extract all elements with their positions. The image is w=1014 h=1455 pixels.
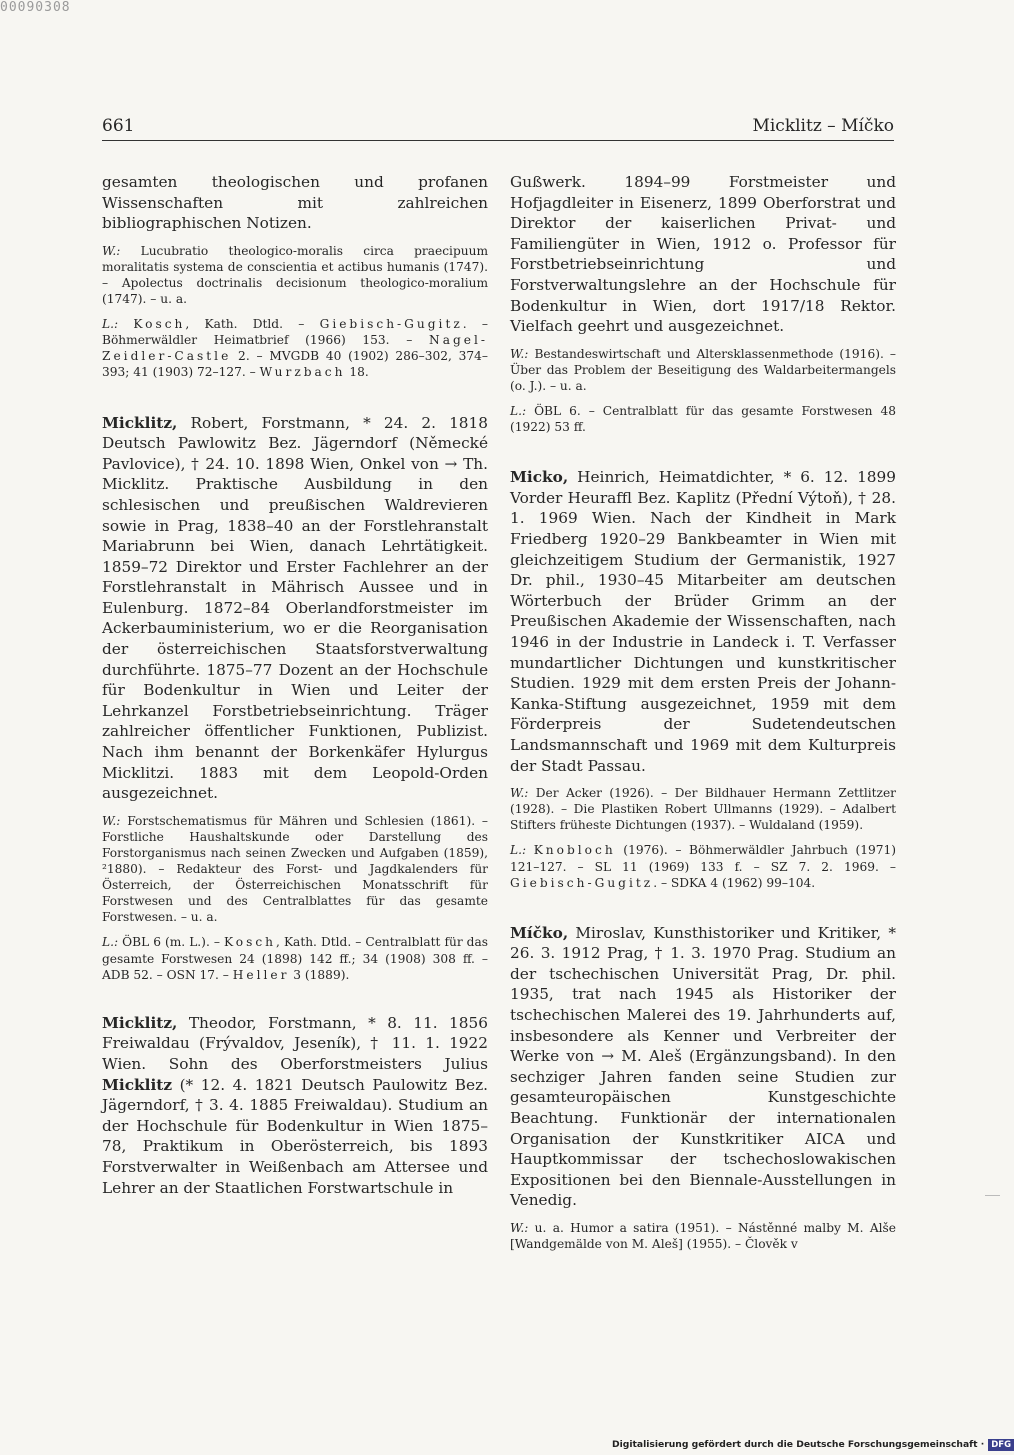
entry-lemma: Micko,: [510, 468, 569, 487]
entry-micklitz-robert: [102, 413, 488, 983]
right-column: [510, 172, 896, 1252]
works-text: Forstschematismus für Mähren und Schlesien (1861). – Forstliche Haushaltskunde oder Darstellung des Forstorganismus nach seinen Zwecken und Aufgaben (1859), ²1880). – Redakteur des Forst- und Jagdkalenders für Österreich, der Österreichischen Monatsschrift für Forstwesen und des Centralblattes für das gesamte Forstwesen. – u. a.: [102, 813, 488, 925]
entry-continuation: [102, 172, 488, 381]
author-giebisch-gugitz: Giebisch-Gugitz: [510, 875, 654, 890]
dfg-logo: DFG: [988, 1439, 1014, 1451]
entry-body: [510, 923, 896, 1211]
inline-lemma: Micklitz: [102, 1075, 173, 1094]
author-heller: Heller: [232, 967, 290, 982]
entry-micklitz-theodor: [102, 1013, 488, 1198]
works-list: [102, 813, 488, 926]
works-text: Lucubratio theologico-moralis circa praecipuum moralitatis systema de conscientia et actibus humanis (1747). – Apolectus doctrinalis decisionum theologico-moralium (1747). – u. a.: [102, 243, 488, 307]
literature-label: L.:: [510, 843, 527, 858]
literature-text: . – Böhmerwäldler Heimatbrief (1966) 153. –: [102, 317, 488, 348]
works-text: Bestandeswirtschaft und Altersklassenmethode (1916). – Über das Problem der Beseitigung des Waldarbeitermangels (o. J.). – u. a.: [510, 346, 896, 393]
literature-text: 2. – MVGDB 40 (1902) 286–302, 374–393; 41 (1903) 72–127. –: [102, 349, 488, 380]
entry-text: Heinrich, Heimatdichter, * 6. 12. 1899 Vorder Heuraffl Bez. Kaplitz (Přední Výtoň), † 28. 1. 1969 Wien. Nach der Kindheit in Mark Friedberg 1920–29 Bankbeamter in Wien mit gleichzeitigem Studium der Germanistik, 1927 Dr. phil., 1930–45 Mitarbeiter am deutschen Wörterbuch der Brüder Grimm an der Preußischen Akademie der Wissenschaften, nach 1946 in der Industrie in Landeck i. T. Verfasser mundartlicher Dichtungen und kunstkritischer Studien. 1929 mit dem ersten Preis der Johann-Kanka-Stiftung ausgezeichnet, 1959 mit dem Förderpreis der Sudetendeutschen Landsmannschaft und 1969 mit dem Kulturpreis der Stadt Passau.: [510, 468, 896, 775]
author-kosch: Kosch: [133, 317, 186, 332]
literature-list: [510, 842, 896, 890]
page-header: [102, 116, 894, 138]
works-text: u. a. Humor a satira (1951). – Nástěnné malby M. Alše [Wandgemälde von M. Aleš] (1955). – Člověk v: [510, 1221, 896, 1252]
author-wurzbach: Wurzbach: [259, 365, 346, 380]
literature-text: ÖBL 6. – Centralblatt für das gesamte Forstwesen 48 (1922) 53 ff.: [510, 404, 896, 435]
entry-text: (* 12. 4. 1821 Deutsch Paulowitz Bez. Jägerndorf, † 3. 4. 1885 Freiwaldau). Studium an der Hochschule für Bodenkultur in Wien 1875–78, Praktikum in Oberösterreich, bis 1893 Forstverwalter in Weißenbach am Attersee und Lehrer an der Staatlichen Forstwartschule in: [102, 1075, 488, 1197]
literature-label: L.:: [510, 404, 527, 419]
entry-text: Miroslav, Kunsthistoriker und Kritiker, * 26. 3. 1912 Prag, † 1. 3. 1970 Prag. Studium an der tschechischen Universität Prag, Dr. phil. 1935, trat nach 1945 als Historiker der tschechischen Malerei des 19. Jahrhunderts auf, insbesondere als Kenner und Verbreiter der Werke von → M. Aleš (Ergänzungsband). In den sechziger Jahren fanden seine Studien zur gesamteuropäischen Kunstgeschichte Beachtung. Funktionär der internationalen Organisation der Kunstkritiker AICA und Hauptkommissar der tschechoslowakischen Expositionen bei den Biennale-Ausstellungen in Venedig.: [510, 923, 896, 1210]
entry-lemma: Micklitz,: [102, 413, 178, 432]
author-kosch: Kosch: [223, 935, 277, 950]
literature-list: [102, 934, 488, 982]
works-label: W.:: [102, 813, 121, 828]
scan-stamp: 00090308: [0, 0, 71, 15]
left-column: [102, 172, 488, 1198]
entry-micko-miroslav: [510, 923, 896, 1253]
literature-label: L.:: [102, 317, 119, 332]
entry-lemma: Míčko,: [510, 923, 569, 942]
entry-body: [510, 467, 896, 776]
literature-text: 3 (1889).: [289, 967, 350, 982]
entry-text: Theodor, Forstmann, * 8. 11. 1856 Freiwaldau (Frývaldov, Jeseník), † 11. 1. 1922 Wien. Sohn des Oberforstmeisters Julius: [102, 1013, 488, 1073]
literature-text: 18.: [345, 365, 369, 380]
running-head: Micklitz – Míčko: [752, 116, 894, 136]
works-list: [510, 785, 896, 833]
entry-text: Robert, Forstmann, * 24. 2. 1818 Deutsch Pawlowitz Bez. Jägerndorf (Německé Pavlovice), † 24. 10. 1898 Wien, Onkel von → Th. Micklitz. Praktische Ausbildung in den schlesischen und preußischen Waldrevieren sowie in Prag, 1838–40 an der Forstlehranstalt Mariabrunn bei Wien, danach Lehrtätigkeit. 1859–72 Direktor und Erster Fachlehrer an der Forstlehranstalt in Mährisch Aussee und in Eulenburg. 1872–84 Oberlandforstmeister im Ackerbauministerium, wo er die Reorganisation der österreichischen Staatsforstverwaltung durchführte. 1875–77 Dozent an der Hochschule für Bodenkultur in Wien und Leiter der Lehrkanzel Forstbetriebseinrichtung. Träger zahlreicher öffentlicher Funktionen, Publizist. Nach ihm benannt der Borkenkäfer Hylurgus Micklitzi. 1883 mit dem Leopold-Orden ausgezeichnet.: [102, 413, 488, 803]
footer-text: Digitalisierung gefördert durch die Deutsche Forschungsgemeinschaft ·: [612, 1439, 985, 1450]
page-number: 661: [102, 116, 135, 136]
author-giebisch-gugitz: Giebisch-Gugitz: [319, 317, 463, 332]
literature-text: . – SDKA 4 (1962) 99–104.: [653, 875, 816, 890]
works-label: W.:: [510, 346, 529, 361]
entry-lemma: Micklitz,: [102, 1013, 178, 1032]
literature-text: ÖBL 6 (m. L.). –: [122, 935, 224, 950]
entry-micko-heinrich: [510, 467, 896, 890]
works-list: [102, 243, 488, 307]
works-text: Der Acker (1926). – Der Bildhauer Hermann Zettlitzer (1928). – Die Plastiken Robert Ullmanns (1929). – Adalbert Stifters früheste Dichtungen (1937). – Wuldaland (1959).: [510, 786, 897, 833]
works-label: W.:: [510, 1221, 529, 1235]
works-label: W.:: [102, 243, 121, 258]
entry-body: Gußwerk. 1894–99 Forstmeister und Hofjagdleiter in Eisenerz, 1899 Oberforstrat und Direktor der kaiserlichen Privat- und Familiengüter in Wien, 1912 o. Professor für Forstbetriebseinrichtung und Forstverwaltungslehre an der Hochschule für Bodenkultur in Wien, dort 1917/18 Rektor. Vielfach geehrt und ausgezeichnet.: [510, 173, 896, 336]
literature-label: L.:: [102, 935, 119, 950]
digitization-footer: [612, 1435, 1012, 1455]
works-label: W.:: [510, 786, 529, 801]
entry-micklitz-theodor-continued: [510, 172, 896, 435]
literature-list: [510, 403, 896, 435]
works-list: [510, 1220, 896, 1252]
author-knobloch: Knobloch: [533, 843, 616, 858]
works-list: [510, 346, 896, 394]
literature-text: (1976). – Böhmerwäldler Jahrbuch (1971) 121–127. – SL 11 (1969) 133 f. – SZ 7. 2. 1969. –: [510, 843, 896, 874]
scan-edge-mark: [985, 1195, 1000, 1196]
entry-body: [102, 1013, 488, 1198]
literature-text: , Kath. Dtld. –: [185, 317, 320, 332]
entry-body: gesamten theologischen und profanen Wissenschaften mit zahlreichen bibliographischen Notizen.: [102, 173, 488, 233]
literature-list: [102, 316, 488, 380]
entry-body: [102, 413, 488, 804]
literature-text: , Kath. Dtld. – Centralblatt für das gesamte Forstwesen 24 (1898) 142 ff.; 34 (1908) 308 ff. – ADB 52. – OSN 17. –: [102, 935, 488, 982]
header-rule: [102, 140, 894, 141]
author-nagel-zeidler-castle: Nagel-Zeidler-Castle: [102, 333, 488, 364]
